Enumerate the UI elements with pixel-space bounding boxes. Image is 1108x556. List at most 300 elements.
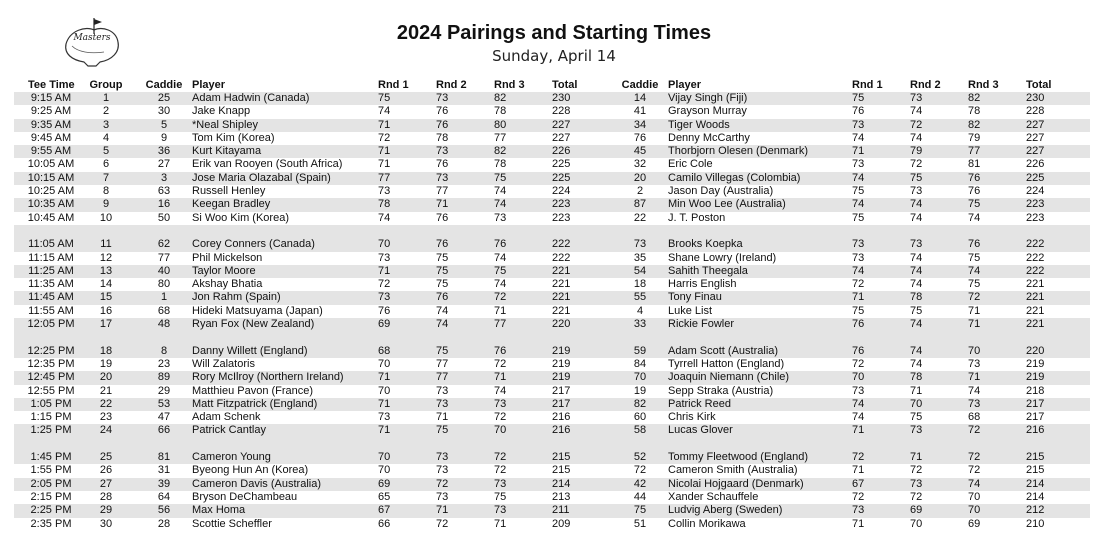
round-1-score-2: 71 — [852, 291, 865, 304]
player-name-2: J. T. Poston — [668, 211, 726, 224]
round-1-score: 78 — [378, 198, 391, 211]
round-3-score-2: 73 — [968, 397, 981, 410]
round-1-score: 75 — [378, 92, 391, 104]
group-number: 24 — [99, 424, 113, 437]
player-name: Ryan Fox (New Zealand) — [192, 318, 315, 331]
round-2-score-2: 72 — [910, 118, 923, 131]
round-2-score: 77 — [436, 357, 449, 370]
round-1-score: 69 — [378, 477, 391, 490]
round-3-score: 77 — [494, 131, 507, 144]
caddie-number: 3 — [160, 171, 168, 184]
tee-time: 10:05 AM — [27, 158, 75, 171]
player-name-2: Sepp Straka (Austria) — [668, 384, 774, 397]
table-row — [14, 291, 1090, 304]
total-score-2: 210 — [1026, 517, 1045, 530]
round-3-score: 75 — [494, 264, 507, 277]
total-score-2: 226 — [1026, 158, 1045, 171]
total-score-2: 228 — [1026, 105, 1045, 118]
round-2-score: 76 — [436, 105, 449, 118]
round-3-score: 73 — [494, 397, 507, 410]
caddie-number: 8 — [160, 344, 168, 357]
round-3-score-2: 72 — [968, 291, 981, 304]
block-separator — [14, 438, 1090, 451]
round-1-score-2: 75 — [852, 304, 865, 317]
tee-time: 12:55 PM — [27, 384, 75, 397]
tee-time: 9:45 AM — [30, 131, 72, 144]
player-name-2: Tyrrell Hatton (England) — [668, 357, 785, 370]
total-score: 211 — [552, 504, 570, 517]
col-player: Player — [192, 79, 226, 91]
caddie-number-2: 2 — [636, 185, 644, 198]
round-1-score-2: 73 — [852, 118, 865, 131]
player-name-2: Lucas Glover — [668, 424, 733, 437]
player-name: Jake Knapp — [192, 105, 251, 118]
total-score-2: 222 — [1026, 251, 1045, 264]
round-3-score-2: 71 — [968, 304, 981, 317]
player-name-2: Sahith Theegala — [668, 264, 748, 277]
total-score-2: 222 — [1026, 264, 1045, 277]
player-name: *Neal Shipley — [192, 118, 259, 131]
total-score: 221 — [552, 264, 571, 277]
total-score: 217 — [552, 384, 571, 397]
caddie-number-2: 72 — [633, 464, 647, 477]
total-score: 221 — [552, 291, 571, 304]
round-3-score-2: 70 — [968, 344, 981, 357]
group-number: 18 — [99, 344, 113, 357]
tee-time: 2:15 PM — [30, 490, 72, 503]
round-1-score-2: 67 — [852, 477, 865, 490]
round-2-score: 73 — [436, 145, 449, 158]
caddie-number: 27 — [157, 158, 171, 171]
group-number: 20 — [99, 371, 113, 384]
player-name-2: Vijay Singh (Fiji) — [668, 92, 748, 104]
round-1-score: 74 — [378, 105, 391, 118]
round-2-score-2: 73 — [910, 92, 923, 104]
col-group: Group — [89, 79, 123, 91]
caddie-number-2: 22 — [633, 211, 647, 224]
caddie-number-2: 82 — [633, 397, 647, 410]
caddie-number-2: 73 — [633, 238, 647, 251]
total-score: 219 — [552, 344, 571, 357]
round-1-score-2: 73 — [852, 251, 865, 264]
caddie-number-2: 44 — [633, 490, 647, 503]
table-row — [14, 305, 1090, 318]
table-row — [14, 265, 1090, 278]
player-name: Tom Kim (Korea) — [192, 131, 275, 144]
round-2-score: 71 — [436, 198, 449, 211]
round-2-score: 72 — [436, 477, 449, 490]
group-number: 9 — [102, 198, 110, 211]
round-3-score-2: 76 — [968, 185, 981, 198]
total-score: 223 — [552, 211, 571, 224]
total-score: 227 — [552, 118, 571, 131]
total-score: 217 — [552, 397, 571, 410]
player-name: Danny Willett (England) — [192, 344, 308, 357]
total-score: 222 — [552, 251, 571, 264]
table-row — [14, 358, 1090, 371]
round-3-score-2: 81 — [968, 158, 981, 171]
round-3-score-2: 82 — [968, 118, 981, 131]
round-1-score-2: 73 — [852, 158, 865, 171]
group-number: 28 — [99, 490, 113, 503]
tee-time: 9:35 AM — [30, 118, 72, 131]
round-1-score: 70 — [378, 357, 391, 370]
round-3-score-2: 78 — [968, 105, 981, 118]
total-score-2: 219 — [1026, 357, 1045, 370]
round-1-score-2: 75 — [852, 211, 865, 224]
table-row — [14, 212, 1090, 225]
total-score-2: 223 — [1026, 211, 1045, 224]
caddie-number: 53 — [157, 397, 171, 410]
group-number: 17 — [99, 318, 113, 331]
round-1-score: 71 — [378, 118, 391, 131]
round-2-score-2: 70 — [910, 517, 923, 530]
round-3-score-2: 76 — [968, 171, 981, 184]
round-2-score-2: 73 — [910, 238, 923, 251]
tee-time: 11:55 AM — [28, 304, 74, 317]
caddie-number: 47 — [157, 411, 171, 424]
tee-time: 11:15 AM — [28, 251, 74, 264]
total-score-2: 221 — [1026, 304, 1045, 317]
player-name: Russell Henley — [192, 185, 266, 198]
tee-time: 1:55 PM — [30, 464, 72, 477]
player-name-2: Rickie Fowler — [668, 318, 735, 331]
col-caddie-2: Caddie — [621, 79, 659, 91]
round-1-score: 72 — [378, 278, 391, 291]
caddie-number-2: 52 — [633, 451, 647, 464]
caddie-number-2: 35 — [633, 251, 647, 264]
round-3-score-2: 71 — [968, 371, 981, 384]
caddie-number: 68 — [157, 304, 171, 317]
total-score-2: 222 — [1026, 238, 1045, 251]
round-2-score-2: 72 — [910, 158, 923, 171]
round-2-score: 73 — [436, 397, 449, 410]
player-name: Scottie Scheffler — [192, 517, 272, 530]
player-name-2: Grayson Murray — [668, 105, 747, 118]
table-row — [14, 198, 1090, 211]
round-2-score: 74 — [436, 318, 449, 331]
caddie-number-2: 70 — [633, 371, 647, 384]
player-name: Bryson DeChambeau — [192, 490, 298, 503]
player-name: Matthieu Pavon (France) — [192, 384, 314, 397]
round-3-score-2: 70 — [968, 490, 981, 503]
caddie-number: 48 — [157, 318, 171, 331]
round-2-score-2: 74 — [910, 105, 923, 118]
round-3-score-2: 74 — [968, 477, 981, 490]
round-2-score-2: 74 — [910, 198, 923, 211]
round-2-score: 75 — [436, 278, 449, 291]
table-row — [14, 318, 1090, 331]
group-number: 13 — [99, 264, 113, 277]
player-name: Corey Conners (Canada) — [192, 238, 315, 251]
round-2-score-2: 74 — [910, 344, 923, 357]
round-2-score: 71 — [436, 411, 449, 424]
caddie-number: 77 — [157, 251, 171, 264]
player-name: Erik van Rooyen (South Africa) — [192, 158, 343, 171]
player-name: Rory McIlroy (Northern Ireland) — [192, 371, 344, 384]
total-score-2: 230 — [1026, 92, 1045, 104]
round-3-score: 74 — [494, 251, 507, 264]
player-name-2: Tony Finau — [668, 291, 722, 304]
round-1-score: 71 — [378, 397, 391, 410]
logo-text: Masters — [73, 33, 111, 43]
total-score-2: 214 — [1026, 477, 1045, 490]
round-3-score-2: 82 — [968, 92, 981, 104]
round-2-score-2: 75 — [910, 411, 923, 424]
round-3-score-2: 76 — [968, 238, 981, 251]
caddie-number-2: 84 — [633, 357, 647, 370]
tee-time: 11:05 AM — [28, 238, 74, 251]
total-score-2: 219 — [1026, 371, 1045, 384]
col-rnd1-2: Rnd 1 — [852, 79, 883, 91]
round-2-score: 73 — [436, 451, 449, 464]
player-name-2: Ludvig Aberg (Sweden) — [668, 504, 783, 517]
page-subtitle: Sunday, April 14 — [492, 47, 616, 65]
total-score-2: 217 — [1026, 411, 1045, 424]
round-1-score: 72 — [378, 131, 391, 144]
total-score: 223 — [552, 198, 571, 211]
round-1-score-2: 74 — [852, 397, 865, 410]
round-3-score-2: 74 — [968, 211, 981, 224]
player-name-2: Camilo Villegas (Colombia) — [668, 171, 801, 184]
player-name: Phil Mickelson — [192, 251, 263, 264]
tee-time: 1:45 PM — [30, 451, 72, 464]
caddie-number: 36 — [157, 145, 171, 158]
player-name-2: Adam Scott (Australia) — [668, 344, 779, 357]
caddie-number-2: 58 — [633, 424, 647, 437]
caddie-number-2: 4 — [636, 304, 644, 317]
round-2-score: 77 — [436, 371, 449, 384]
caddie-number: 16 — [157, 198, 171, 211]
player-name-2: Joaquin Niemann (Chile) — [668, 371, 790, 384]
player-name: Hideki Matsuyama (Japan) — [192, 304, 323, 317]
group-number: 4 — [102, 131, 110, 144]
round-2-score: 76 — [436, 211, 449, 224]
table-row — [14, 518, 1090, 531]
table-row — [14, 371, 1090, 384]
total-score: 213 — [552, 490, 571, 503]
round-3-score: 82 — [494, 145, 507, 158]
round-1-score-2: 71 — [852, 464, 865, 477]
round-1-score-2: 71 — [852, 145, 865, 158]
round-3-score-2: 69 — [968, 517, 981, 530]
tee-time: 10:25 AM — [27, 185, 75, 198]
tee-time: 12:05 PM — [27, 318, 75, 331]
round-3-score: 71 — [494, 517, 507, 530]
round-1-score-2: 76 — [852, 344, 865, 357]
table-row — [14, 491, 1090, 504]
player-name: Jose Maria Olazabal (Spain) — [192, 171, 331, 184]
total-score: 222 — [552, 238, 571, 251]
table-row — [14, 398, 1090, 411]
table-row — [14, 411, 1090, 424]
round-2-score: 76 — [436, 238, 449, 251]
total-score: 228 — [552, 105, 571, 118]
tee-time: 1:25 PM — [30, 424, 72, 437]
total-score-2: 212 — [1026, 504, 1045, 517]
tee-time: 10:15 AM — [27, 171, 75, 184]
round-3-score: 72 — [494, 411, 507, 424]
player-name: Cameron Young — [192, 451, 271, 464]
group-number: 12 — [99, 251, 113, 264]
total-score-2: 227 — [1026, 131, 1045, 144]
player-name: Will Zalatoris — [192, 357, 255, 370]
player-name: Byeong Hun An (Korea) — [192, 464, 309, 477]
round-1-score-2: 73 — [852, 504, 865, 517]
table-row — [14, 278, 1090, 291]
round-1-score-2: 72 — [852, 490, 865, 503]
round-2-score: 75 — [436, 344, 449, 357]
total-score: 230 — [552, 92, 571, 104]
caddie-number-2: 18 — [633, 278, 647, 291]
caddie-number-2: 14 — [633, 92, 647, 104]
tee-time: 2:35 PM — [30, 517, 72, 530]
group-number: 11 — [100, 238, 112, 251]
column-header-row — [14, 79, 1090, 92]
group-number: 25 — [99, 451, 113, 464]
round-2-score-2: 71 — [910, 451, 923, 464]
round-1-score: 71 — [378, 424, 391, 437]
player-name: Patrick Cantlay — [192, 424, 266, 437]
total-score: 219 — [552, 371, 571, 384]
round-2-score-2: 74 — [910, 264, 923, 277]
round-2-score-2: 69 — [910, 504, 923, 517]
tee-time: 9:55 AM — [30, 145, 72, 158]
tee-time: 11:25 AM — [28, 264, 74, 277]
col-player-2: Player — [668, 79, 702, 91]
table-row — [14, 132, 1090, 145]
round-3-score-2: 71 — [968, 318, 981, 331]
group-number: 5 — [102, 145, 110, 158]
group-number: 19 — [99, 357, 113, 370]
round-2-score: 75 — [436, 251, 449, 264]
round-3-score: 74 — [494, 384, 507, 397]
round-3-score: 73 — [494, 477, 507, 490]
caddie-number: 80 — [157, 278, 171, 291]
tee-time: 12:35 PM — [27, 357, 75, 370]
caddie-number-2: 19 — [633, 384, 647, 397]
caddie-number-2: 32 — [633, 158, 647, 171]
round-2-score: 75 — [436, 424, 449, 437]
caddie-number: 30 — [157, 105, 171, 118]
table-row — [14, 119, 1090, 132]
round-2-score-2: 72 — [910, 464, 923, 477]
player-name-2: Brooks Koepka — [668, 238, 743, 251]
round-3-score-2: 74 — [968, 384, 981, 397]
caddie-number: 28 — [157, 517, 171, 530]
round-1-score: 73 — [378, 291, 391, 304]
round-1-score: 71 — [378, 158, 391, 171]
caddie-number-2: 54 — [633, 264, 647, 277]
table-row — [14, 105, 1090, 118]
round-2-score-2: 78 — [910, 371, 923, 384]
tee-time: 12:25 PM — [27, 344, 75, 357]
round-1-score: 76 — [378, 304, 391, 317]
caddie-number: 29 — [157, 384, 171, 397]
round-1-score: 71 — [378, 371, 391, 384]
round-3-score-2: 70 — [968, 504, 981, 517]
round-1-score-2: 74 — [852, 171, 865, 184]
round-3-score: 72 — [494, 451, 507, 464]
group-number: 23 — [99, 411, 113, 424]
player-name: Kurt Kitayama — [192, 145, 262, 158]
caddie-number: 89 — [157, 371, 171, 384]
round-1-score: 70 — [378, 238, 391, 251]
player-name: Cameron Davis (Australia) — [192, 477, 321, 490]
round-1-score-2: 70 — [852, 371, 865, 384]
round-1-score: 69 — [378, 318, 391, 331]
total-score-2: 224 — [1026, 185, 1045, 198]
table-row — [14, 424, 1090, 437]
round-2-score-2: 72 — [910, 490, 923, 503]
caddie-number-2: 42 — [633, 477, 647, 490]
total-score: 219 — [552, 357, 571, 370]
round-1-score: 71 — [378, 264, 391, 277]
tee-time: 11:35 AM — [28, 278, 74, 291]
round-2-score-2: 74 — [910, 318, 923, 331]
col-total: Total — [552, 79, 578, 91]
block-separator — [14, 225, 1090, 238]
player-name-2: Patrick Reed — [668, 397, 731, 410]
player-name-2: Tiger Woods — [668, 118, 730, 131]
total-score-2: 214 — [1026, 490, 1045, 503]
caddie-number: 81 — [157, 451, 171, 464]
table-row — [14, 172, 1090, 185]
col-tee-time: Tee Time — [28, 79, 75, 91]
round-3-score-2: 75 — [968, 198, 981, 211]
round-1-score-2: 74 — [852, 131, 865, 144]
tee-time: 9:15 AM — [30, 92, 72, 104]
total-score: 220 — [552, 318, 571, 331]
caddie-number-2: 51 — [633, 517, 647, 530]
col-caddie: Caddie — [145, 79, 183, 91]
group-number: 2 — [102, 105, 110, 118]
round-1-score-2: 71 — [852, 424, 865, 437]
player-name-2: Shane Lowry (Ireland) — [668, 251, 777, 264]
round-3-score: 71 — [494, 304, 507, 317]
total-score-2: 215 — [1026, 451, 1045, 464]
caddie-number: 40 — [157, 264, 171, 277]
group-number: 8 — [102, 185, 110, 198]
round-1-score: 65 — [378, 490, 391, 503]
caddie-number: 56 — [157, 504, 171, 517]
caddie-number-2: 87 — [633, 198, 647, 211]
round-1-score-2: 73 — [852, 238, 865, 251]
round-2-score: 73 — [436, 490, 449, 503]
player-name-2: Min Woo Lee (Australia) — [668, 198, 786, 211]
table-row — [14, 158, 1090, 171]
player-name-2: Denny McCarthy — [668, 131, 750, 144]
total-score: 216 — [552, 411, 571, 424]
total-score-2: 220 — [1026, 344, 1045, 357]
caddie-number-2: 41 — [633, 105, 647, 118]
round-3-score: 72 — [494, 464, 507, 477]
round-3-score-2: 79 — [968, 131, 981, 144]
table-row — [14, 345, 1090, 358]
round-2-score: 76 — [436, 291, 449, 304]
total-score: 215 — [552, 451, 571, 464]
round-2-score: 71 — [436, 504, 449, 517]
round-3-score-2: 73 — [968, 357, 981, 370]
total-score-2: 227 — [1026, 118, 1045, 131]
round-1-score: 70 — [378, 384, 391, 397]
round-2-score: 73 — [436, 92, 449, 104]
group-number: 15 — [99, 291, 113, 304]
round-3-score-2: 74 — [968, 264, 981, 277]
total-score-2: 221 — [1026, 291, 1045, 304]
round-2-score: 76 — [436, 158, 449, 171]
round-3-score-2: 72 — [968, 451, 981, 464]
